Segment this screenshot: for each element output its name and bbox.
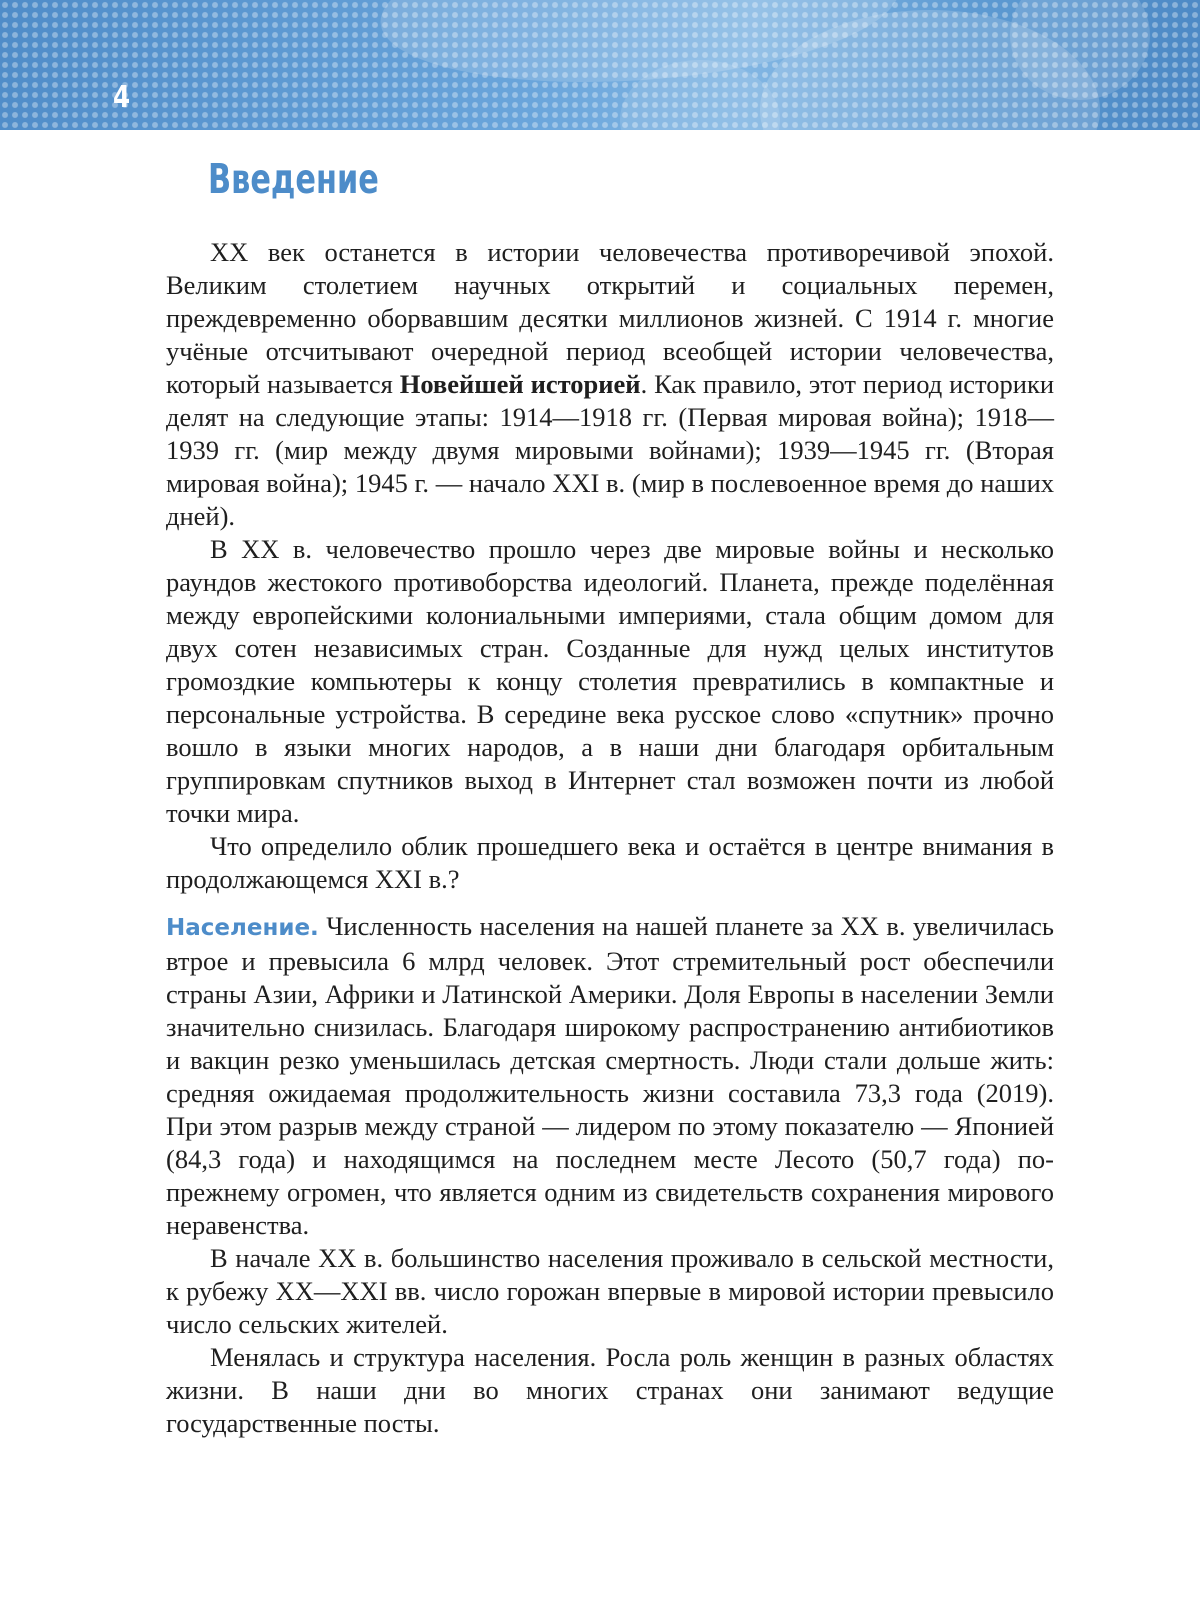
population-text: Численность населения на нашей планете за XX в. увеличилась втрое и превысила 6 млрд человек. Этот стремительный рост обеспечили страны Азии, Африки и Латинской Америки. Доля Европы в населении Земли значительно снизилась. Благодаря широкому распространению антибиотиков и вакцин резко уменьшилась детская смертность. Люди стали дольше жить: средняя ожидаемая продолжительность жизни составила 73,3 года (2019). При этом разрыв между страной — лидером по этому показателю — Японией (84,3 года) и находящимся на последнем месте Лесото (50,7 года) по-прежнему огромен, что является одним из свидетельств сохранения мирового неравенства. xyxy=(166,911,1054,1240)
intro-paragraph: В XX в. человечество прошло через две мировые войны и несколько раундов жестокого противоборства идеологий. Планета, прежде поделённая между европейскими колониальными империями, стала общим домом для двух сотен независимых стран. Созданные для нужд целых институтов громоздкие компьютеры к концу столетия превратились в компактные и персональные устройства. В середине века русское слово «спутник» прочно вошло в языки многих народов, а в наши дни благодаря орбитальным группировкам спутников выход в Интернет стал возможен почти из любой точки мира. xyxy=(166,534,1054,828)
page-number: 4 xyxy=(113,80,131,115)
key-term: Новейшей историей xyxy=(399,369,641,399)
page-content xyxy=(166,236,1054,1440)
page-title: Введение xyxy=(208,155,379,203)
header-band xyxy=(0,0,1200,130)
population-paragraph xyxy=(166,910,1054,1242)
intro-text: . Как правило, этот период историки делят на следующие этапы: 1914—1918 гг. (Первая мировая война); 1918—1939 гг. (мир между двумя мировыми войнами); 1939—1945 гг. (Вторая мировая война); 1945 г. — начало XXI в. (мир в послевоенное время до наших дней). xyxy=(166,369,1055,531)
section-lead: Население. xyxy=(166,915,319,941)
intro-paragraph: Что определило облик прошедшего века и остаётся в центре внимания в продолжающемся XXI в.? xyxy=(166,831,1054,894)
intro-paragraph xyxy=(166,236,1054,533)
intro-text: XX век останется в истории человечества противоречивой эпохой. Великим столетием научных открытий и социальных перемен, преждевременно оборвавшим десятки миллионов жизней. С 1914 г. многие учёные отсчитывают очередной период всеобщей истории человечества, который называется xyxy=(166,237,1054,399)
population-paragraph: В начале XX в. большинство населения проживало в сельской местности, к рубежу XX—XXI вв. число горожан впервые в мировой истории превысило число сельских жителей. xyxy=(166,1243,1054,1339)
population-paragraph: Менялась и структура населения. Росла роль женщин в разных областях жизни. В наши дни во многих странах они занимают ведущие государственные посты. xyxy=(166,1342,1054,1438)
